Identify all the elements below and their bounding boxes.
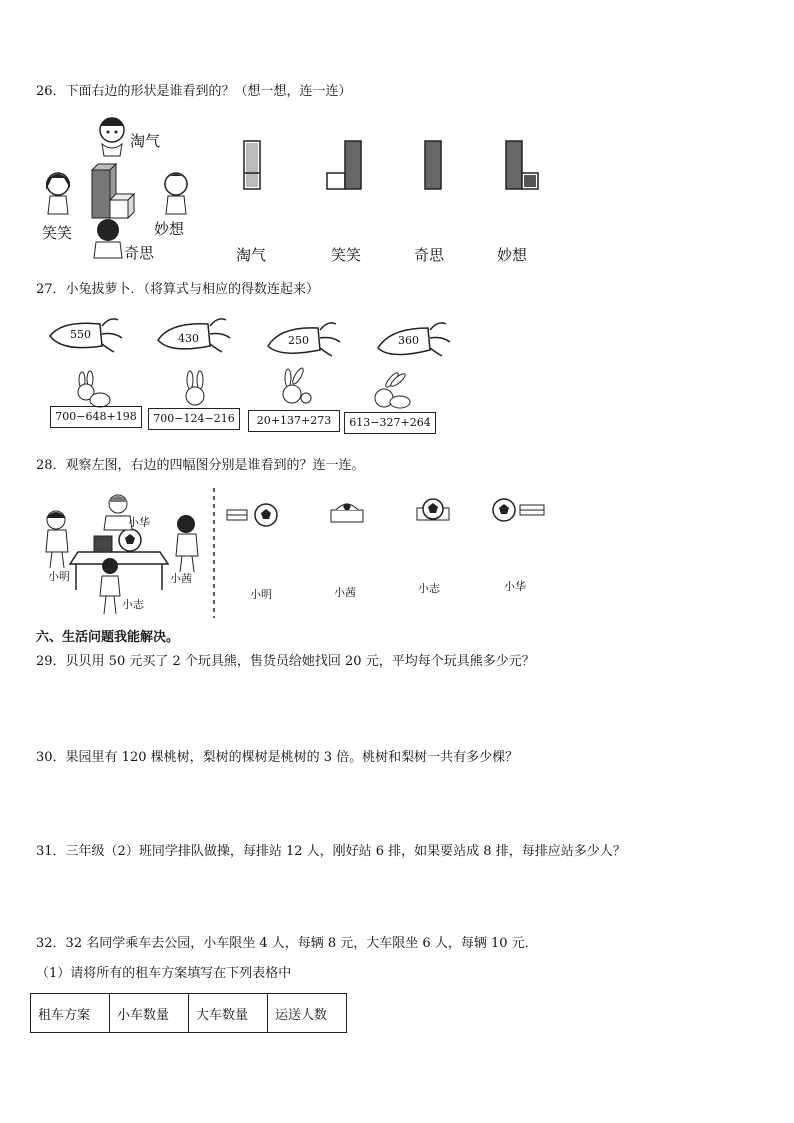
q28-view-1: [226, 502, 282, 528]
table-header-row: [31, 994, 347, 1033]
q26-shape-2: [326, 140, 366, 192]
q28-view-4: [492, 498, 548, 524]
q26-text: 26．下面右边的形状是谁看到的？（想一想，连一连）: [36, 84, 352, 99]
dashed-divider: [212, 488, 216, 618]
q26-name-bottom: 奇思: [124, 244, 155, 262]
q30-text: 30．果园里有 120 棵桃树，梨树的棵树是桃树的 3 倍。桃树和梨树一共有多少棵？: [36, 750, 519, 765]
q26-answer-label-3: 奇思: [414, 246, 445, 264]
rabbit-icon: [370, 374, 414, 410]
table-header-cell: 小车数量: [110, 994, 189, 1033]
carrot-value-3: 250: [288, 334, 309, 347]
rabbit-icon: [176, 372, 216, 408]
q32-text: 32．32 名同学乘车去公园，小车限坐 4 人，每辆 8 元，大车限坐 6 人，每辆 10 元．: [36, 936, 538, 951]
q26-name-left: 笑笑: [42, 224, 73, 242]
q28-name-xiaoming: 小明: [48, 570, 70, 583]
carrot-value-4: 360: [398, 334, 419, 347]
q28-name-xiaozhi: 小志: [122, 598, 144, 611]
q28-answer-label-3: 小志: [418, 582, 440, 595]
q28-answer-label-4: 小华: [504, 580, 526, 593]
q26-name-top: 淘气: [130, 132, 161, 150]
q26-shape-1: [243, 140, 263, 192]
q32-subquestion: （1）请将所有的租车方案填写在下列表格中: [36, 966, 292, 981]
expression-box-4: 613−327+264: [344, 412, 436, 434]
carrot-value-2: 430: [178, 332, 199, 345]
q29-text: 29．贝贝用 50 元买了 2 个玩具熊，售货员给她找回 20 元，平均每个玩具熊多少元？: [36, 654, 535, 669]
q26-answer-label-2: 笑笑: [331, 246, 362, 264]
table-header-cell: 运送人数: [268, 994, 347, 1033]
q31-text: 31．三年级（2）班同学排队做操，每排站 12 人，刚好站 6 排，如果要站成 8 排，每排应站多少人？: [36, 844, 626, 859]
expression-box-1: 700−648+198: [50, 406, 142, 428]
q28-name-xiaoqian: 小茜: [170, 572, 192, 585]
table-header-cell: 大车数量: [189, 994, 268, 1033]
q28-name-xiaohua: 小华: [128, 516, 150, 529]
expression-box-2: 700−124−216: [148, 408, 240, 430]
q27-text: 27．小兔拔萝卜．（将算式与相应的得数连起来）: [36, 282, 320, 297]
section-heading: 六、生活问题我能解决。: [36, 630, 180, 645]
q28-answer-label-2: 小茜: [334, 586, 356, 599]
q28-answer-label-1: 小明: [250, 588, 272, 601]
q28-view-2: [330, 500, 370, 526]
rabbit-icon: [72, 374, 112, 408]
q28-view-3: [416, 498, 456, 524]
rental-plan-table: [30, 993, 347, 1033]
q26-answer-label-1: 淘气: [236, 246, 267, 264]
q26-shape-3: [424, 140, 444, 192]
q26-answer-label-4: 妙想: [497, 246, 528, 264]
rabbit-icon: [276, 370, 316, 406]
q28-text: 28．观察左图，右边的四幅图分别是谁看到的？连一连。: [36, 458, 365, 473]
expression-box-3: 20+137+273: [248, 410, 340, 432]
q26-name-right: 妙想: [154, 220, 185, 238]
q26-shape-4: [505, 140, 545, 192]
table-header-cell: 租车方案: [31, 994, 110, 1033]
carrot-value-1: 550: [70, 328, 91, 341]
